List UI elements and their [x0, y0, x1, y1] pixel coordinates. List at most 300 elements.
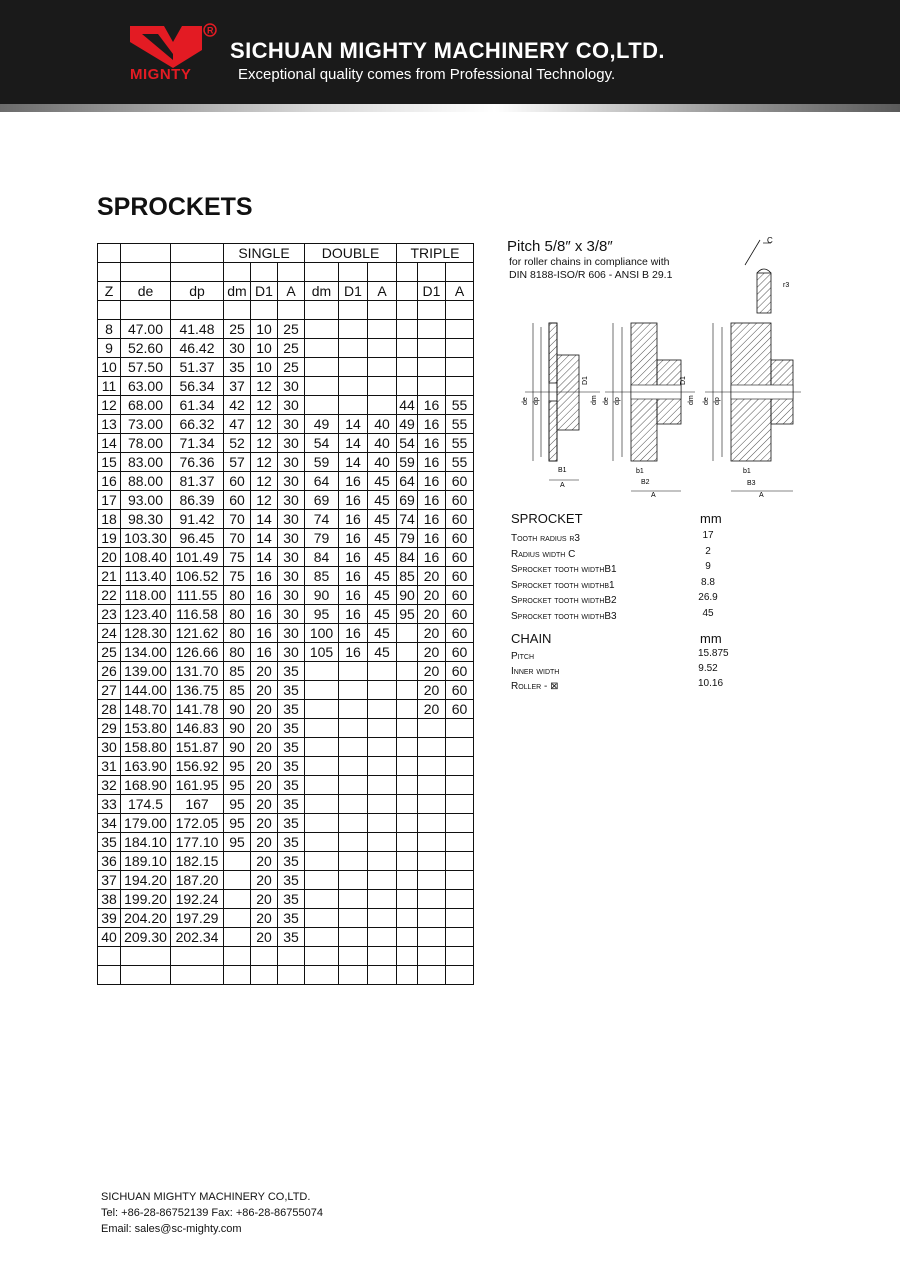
- table-row: [98, 890, 474, 909]
- table-cell: 75: [224, 548, 251, 567]
- table-cell: 30: [278, 453, 305, 472]
- table-cell: 44: [397, 396, 418, 415]
- table-cell: 14: [98, 434, 121, 453]
- table-cell: 16: [418, 491, 446, 510]
- table-cell: 40: [368, 453, 397, 472]
- table-cell: 39: [98, 909, 121, 928]
- label-de-triple: de: [703, 397, 710, 405]
- table-cell: [305, 852, 339, 871]
- table-cell: 35: [278, 795, 305, 814]
- table-cell: [368, 301, 397, 320]
- table-cell: 25: [224, 320, 251, 339]
- table-cell: [368, 757, 397, 776]
- table-cell: 111.55: [171, 586, 224, 605]
- table-cell: [418, 833, 446, 852]
- table-cell: 187.20: [171, 871, 224, 890]
- table-cell: [446, 377, 474, 396]
- table-cell: 168.90: [121, 776, 171, 795]
- table-cell: 189.10: [121, 852, 171, 871]
- table-cell: [121, 966, 171, 985]
- table-cell: [446, 776, 474, 795]
- table-cell: [397, 890, 418, 909]
- table-cell: 194.20: [121, 871, 171, 890]
- table-cell: 74: [397, 510, 418, 529]
- chain-heading: CHAIN: [511, 631, 552, 646]
- table-cell: [418, 757, 446, 776]
- table-row: [98, 339, 474, 358]
- table-cell: [121, 263, 171, 282]
- table-cell: 15: [98, 453, 121, 472]
- table-cell: 60: [446, 643, 474, 662]
- table-cell: [278, 301, 305, 320]
- table-cell: 63.00: [121, 377, 171, 396]
- table-cell: [418, 320, 446, 339]
- table-row: [98, 529, 474, 548]
- table-cell: 12: [251, 396, 278, 415]
- table-cell: 20: [418, 567, 446, 586]
- table-cell: [98, 966, 121, 985]
- group-header-single: SINGLE: [224, 244, 305, 263]
- table-cell: [397, 795, 418, 814]
- table-cell: [98, 947, 121, 966]
- table-cell: 55: [446, 415, 474, 434]
- table-cell: [339, 833, 368, 852]
- table-cell: 16: [339, 586, 368, 605]
- table-cell: [339, 320, 368, 339]
- table-cell: 14: [251, 510, 278, 529]
- table-cell: [397, 738, 418, 757]
- table-cell: 204.20: [121, 909, 171, 928]
- table-cell: 29: [98, 719, 121, 738]
- table-cell: [339, 396, 368, 415]
- sprocket_spec-label: Radius width C: [511, 548, 576, 560]
- table-cell: [339, 757, 368, 776]
- table-cell: 199.20: [121, 890, 171, 909]
- label-b1s-triple: b1: [743, 468, 751, 475]
- table-cell: [446, 301, 474, 320]
- table-cell: 34: [98, 814, 121, 833]
- column-header: [397, 282, 418, 301]
- table-cell: 35: [278, 814, 305, 833]
- table-cell: 52: [224, 434, 251, 453]
- table-cell: 86.39: [171, 491, 224, 510]
- table-cell: 20: [251, 909, 278, 928]
- table-cell: [397, 624, 418, 643]
- table-cell: [397, 966, 418, 985]
- table-cell: 33: [98, 795, 121, 814]
- table-cell: [397, 852, 418, 871]
- table-cell: [339, 358, 368, 377]
- table-row: [98, 453, 474, 472]
- table-cell: 95: [224, 776, 251, 795]
- table-cell: 85: [224, 662, 251, 681]
- label-dp: dp: [533, 397, 540, 405]
- table-cell: 13: [98, 415, 121, 434]
- table-cell: [418, 814, 446, 833]
- table-cell: 148.70: [121, 700, 171, 719]
- table-cell: 20: [418, 662, 446, 681]
- label-a-triple: A: [759, 492, 764, 499]
- table-cell: [305, 833, 339, 852]
- table-cell: [418, 776, 446, 795]
- table-cell: 10: [98, 358, 121, 377]
- table-cell: 16: [251, 586, 278, 605]
- table-blank-row: [98, 966, 474, 985]
- table-cell: [339, 852, 368, 871]
- table-cell: 16: [418, 415, 446, 434]
- table-cell: 17: [98, 491, 121, 510]
- table-cell: 10: [251, 358, 278, 377]
- table-cell: 70: [224, 510, 251, 529]
- table-cell: 20: [418, 605, 446, 624]
- group-header-triple: TRIPLE: [397, 244, 474, 263]
- table-cell: [446, 358, 474, 377]
- table-cell: [305, 871, 339, 890]
- table-cell: 20: [251, 871, 278, 890]
- table-cell: [339, 339, 368, 358]
- label-dm: dm: [591, 395, 598, 405]
- table-row: [98, 662, 474, 681]
- table-cell: 151.87: [171, 738, 224, 757]
- table-cell: 45: [368, 472, 397, 491]
- table-blank-row: [98, 301, 474, 320]
- table-cell: 90: [224, 738, 251, 757]
- table-row: [98, 434, 474, 453]
- table-cell: 55: [446, 434, 474, 453]
- table-cell: 24: [98, 624, 121, 643]
- table-cell: [224, 966, 251, 985]
- table-cell: [339, 681, 368, 700]
- label-b1: B1: [558, 467, 567, 474]
- table-cell: 60: [446, 529, 474, 548]
- table-cell: 36: [98, 852, 121, 871]
- table-cell: 20: [251, 890, 278, 909]
- table-cell: 54: [305, 434, 339, 453]
- table-cell: 141.78: [171, 700, 224, 719]
- table-cell: [397, 643, 418, 662]
- table-cell: 105: [305, 643, 339, 662]
- table-cell: 16: [339, 624, 368, 643]
- table-cell: [368, 833, 397, 852]
- table-cell: [305, 263, 339, 282]
- table-cell: 55: [446, 453, 474, 472]
- table-cell: 75: [224, 567, 251, 586]
- table-row: [98, 586, 474, 605]
- table-cell: 69: [305, 491, 339, 510]
- table-row: [98, 681, 474, 700]
- table-cell: 49: [397, 415, 418, 434]
- table-cell: 16: [339, 567, 368, 586]
- group-header-double: DOUBLE: [305, 244, 397, 263]
- table-cell: [397, 320, 418, 339]
- table-cell: 60: [224, 472, 251, 491]
- table-cell: 61.34: [171, 396, 224, 415]
- triple-sprocket-diagram: [703, 323, 801, 499]
- table-cell: [446, 871, 474, 890]
- table-cell: 30: [278, 605, 305, 624]
- table-cell: 16: [339, 529, 368, 548]
- table-cell: [446, 738, 474, 757]
- table-cell: 90: [305, 586, 339, 605]
- table-cell: [418, 890, 446, 909]
- compliance-line-2: DIN 8188-ISO/R 606 - ANSI B 29.1: [509, 269, 673, 281]
- table-cell: [418, 339, 446, 358]
- table-cell: 16: [418, 472, 446, 491]
- sprocket_spec-value: 2: [705, 545, 711, 557]
- table-cell: 18: [98, 510, 121, 529]
- table-cell: [397, 358, 418, 377]
- footer-contact: Tel: +86-28-86752139 Fax: +86-28-86755074: [101, 1207, 324, 1219]
- sprocket_spec-value: 17: [702, 530, 714, 541]
- table-cell: [305, 339, 339, 358]
- table-cell: [446, 928, 474, 947]
- table-cell: [446, 966, 474, 985]
- table-cell: [368, 396, 397, 415]
- table-cell: [224, 909, 251, 928]
- compliance-line-1: for roller chains in compliance with: [509, 256, 670, 268]
- table-cell: [368, 966, 397, 985]
- table-cell: 11: [98, 377, 121, 396]
- table-cell: [339, 890, 368, 909]
- table-cell: [368, 890, 397, 909]
- table-cell: [339, 700, 368, 719]
- table-cell: 79: [397, 529, 418, 548]
- table-cell: 21: [98, 567, 121, 586]
- table-cell: [305, 738, 339, 757]
- table-cell: [121, 947, 171, 966]
- table-cell: [339, 719, 368, 738]
- table-cell: [397, 662, 418, 681]
- column-header: A: [368, 282, 397, 301]
- chain_spec-label: Roller - ⊠: [511, 681, 559, 692]
- table-cell: [305, 681, 339, 700]
- table-cell: [98, 263, 121, 282]
- table-cell: 16: [418, 453, 446, 472]
- table-cell: 95: [305, 605, 339, 624]
- table-cell: [224, 871, 251, 890]
- table-cell: [418, 738, 446, 757]
- table-cell: 60: [446, 548, 474, 567]
- table-cell: [446, 320, 474, 339]
- table-cell: 134.00: [121, 643, 171, 662]
- table-cell: 10: [251, 339, 278, 358]
- table-cell: [418, 301, 446, 320]
- table-cell: 78.00: [121, 434, 171, 453]
- table-cell: [368, 909, 397, 928]
- table-cell: 84: [397, 548, 418, 567]
- table-cell: 16: [339, 491, 368, 510]
- table-cell: 80: [224, 586, 251, 605]
- table-cell: 45: [368, 605, 397, 624]
- table-cell: 108.40: [121, 548, 171, 567]
- table-cell: 42: [224, 396, 251, 415]
- svg-text:R: R: [207, 25, 214, 36]
- table-cell: 172.05: [171, 814, 224, 833]
- table-cell: 81.37: [171, 472, 224, 491]
- label-dp-double: dp: [614, 397, 621, 405]
- table-cell: 55: [446, 396, 474, 415]
- table-cell: 20: [251, 719, 278, 738]
- sprocket_spec-label: Sprocket tooth widthB3: [511, 610, 617, 622]
- table-cell: 40: [368, 415, 397, 434]
- table-cell: [368, 700, 397, 719]
- table-row: [98, 510, 474, 529]
- table-cell: 25: [98, 643, 121, 662]
- table-cell: 30: [278, 548, 305, 567]
- column-header: Z: [98, 282, 121, 301]
- table-row: [98, 415, 474, 434]
- table-cell: 90: [224, 719, 251, 738]
- table-cell: 96.45: [171, 529, 224, 548]
- table-cell: 126.66: [171, 643, 224, 662]
- table-cell: 14: [339, 434, 368, 453]
- table-cell: 45: [368, 491, 397, 510]
- table-cell: 131.70: [171, 662, 224, 681]
- table-cell: [397, 909, 418, 928]
- table-cell: 20: [251, 814, 278, 833]
- label-a-double: A: [651, 492, 656, 499]
- chain_spec-label: Pitch: [511, 651, 535, 662]
- table-cell: [397, 871, 418, 890]
- table-row: [98, 320, 474, 339]
- table-cell: 16: [418, 529, 446, 548]
- table-cell: [368, 795, 397, 814]
- table-cell: [224, 263, 251, 282]
- table-cell: [368, 263, 397, 282]
- table-cell: [446, 833, 474, 852]
- label-c: C: [767, 236, 773, 245]
- table-cell: 118.00: [121, 586, 171, 605]
- table-cell: 49: [305, 415, 339, 434]
- label-b1s-double: b1: [636, 468, 644, 475]
- table-cell: 45: [368, 567, 397, 586]
- table-cell: [418, 928, 446, 947]
- table-cell: 52.60: [121, 339, 171, 358]
- table-cell: 37: [98, 871, 121, 890]
- sprocket_spec-value: 9: [705, 561, 711, 572]
- table-cell: 14: [251, 529, 278, 548]
- table-cell: 20: [418, 681, 446, 700]
- table-cell: 83.00: [121, 453, 171, 472]
- table-row: [98, 795, 474, 814]
- table-cell: 8: [98, 320, 121, 339]
- table-row: [98, 814, 474, 833]
- table-cell: 37: [224, 377, 251, 396]
- table-cell: 25: [278, 320, 305, 339]
- table-cell: 25: [278, 339, 305, 358]
- table-cell: [397, 776, 418, 795]
- column-header: dm: [224, 282, 251, 301]
- table-cell: [305, 719, 339, 738]
- table-row: [98, 852, 474, 871]
- table-cell: 14: [251, 548, 278, 567]
- table-cell: [446, 263, 474, 282]
- table-cell: [305, 301, 339, 320]
- table-cell: 60: [446, 700, 474, 719]
- table-cell: [278, 263, 305, 282]
- table-cell: [305, 795, 339, 814]
- table-cell: 22: [98, 586, 121, 605]
- table-cell: [339, 776, 368, 795]
- table-cell: 10: [251, 320, 278, 339]
- table-cell: [368, 871, 397, 890]
- table-cell: 16: [251, 605, 278, 624]
- table-cell: 19: [98, 529, 121, 548]
- table-cell: [397, 301, 418, 320]
- table-row: [98, 567, 474, 586]
- table-cell: [368, 776, 397, 795]
- table-cell: 66.32: [171, 415, 224, 434]
- table-cell: 12: [251, 491, 278, 510]
- table-cell: 30: [224, 339, 251, 358]
- table-cell: 136.75: [171, 681, 224, 700]
- table-cell: [368, 339, 397, 358]
- table-cell: 93.00: [121, 491, 171, 510]
- label-d1: D1: [582, 376, 589, 385]
- table-cell: 14: [339, 415, 368, 434]
- table-cell: 30: [278, 510, 305, 529]
- label-de: de: [522, 397, 529, 405]
- table-cell: [418, 947, 446, 966]
- table-cell: 69: [397, 491, 418, 510]
- table-cell: 16: [418, 434, 446, 453]
- column-header: D1: [251, 282, 278, 301]
- table-cell: 25: [278, 358, 305, 377]
- table-cell: 20: [251, 833, 278, 852]
- chain_spec-label: Inner width: [511, 666, 560, 677]
- table-cell: [305, 320, 339, 339]
- table-cell: 153.80: [121, 719, 171, 738]
- table-cell: 98.30: [121, 510, 171, 529]
- table-cell: [397, 814, 418, 833]
- double-sprocket-diagram: [603, 323, 695, 499]
- table-cell: 47: [224, 415, 251, 434]
- table-cell: [418, 263, 446, 282]
- table-cell: [339, 662, 368, 681]
- table-cell: 60: [446, 624, 474, 643]
- table-cell: [305, 662, 339, 681]
- table-row: [98, 928, 474, 947]
- table-cell: 16: [251, 567, 278, 586]
- table-cell: [251, 966, 278, 985]
- table-cell: 174.5: [121, 795, 171, 814]
- table-cell: 161.95: [171, 776, 224, 795]
- table-row: [98, 776, 474, 795]
- table-cell: 60: [446, 510, 474, 529]
- table-cell: 16: [339, 472, 368, 491]
- table-cell: 74: [305, 510, 339, 529]
- table-cell: [418, 719, 446, 738]
- table-cell: [171, 263, 224, 282]
- column-header: dp: [171, 282, 224, 301]
- table-cell: [339, 301, 368, 320]
- sprocket_spec-value: 26.9: [698, 592, 718, 603]
- table-row: [98, 491, 474, 510]
- table-cell: 95: [224, 795, 251, 814]
- table-header-row: [98, 282, 474, 301]
- table-cell: [224, 890, 251, 909]
- table-cell: 121.62: [171, 624, 224, 643]
- table-cell: 16: [339, 510, 368, 529]
- table-cell: [368, 852, 397, 871]
- column-header: A: [278, 282, 305, 301]
- table-cell: 16: [418, 396, 446, 415]
- pitch-label: Pitch 5/8″ x 3/8″: [507, 238, 613, 255]
- table-cell: [305, 890, 339, 909]
- table-cell: 30: [278, 472, 305, 491]
- table-cell: [305, 928, 339, 947]
- table-cell: 88.00: [121, 472, 171, 491]
